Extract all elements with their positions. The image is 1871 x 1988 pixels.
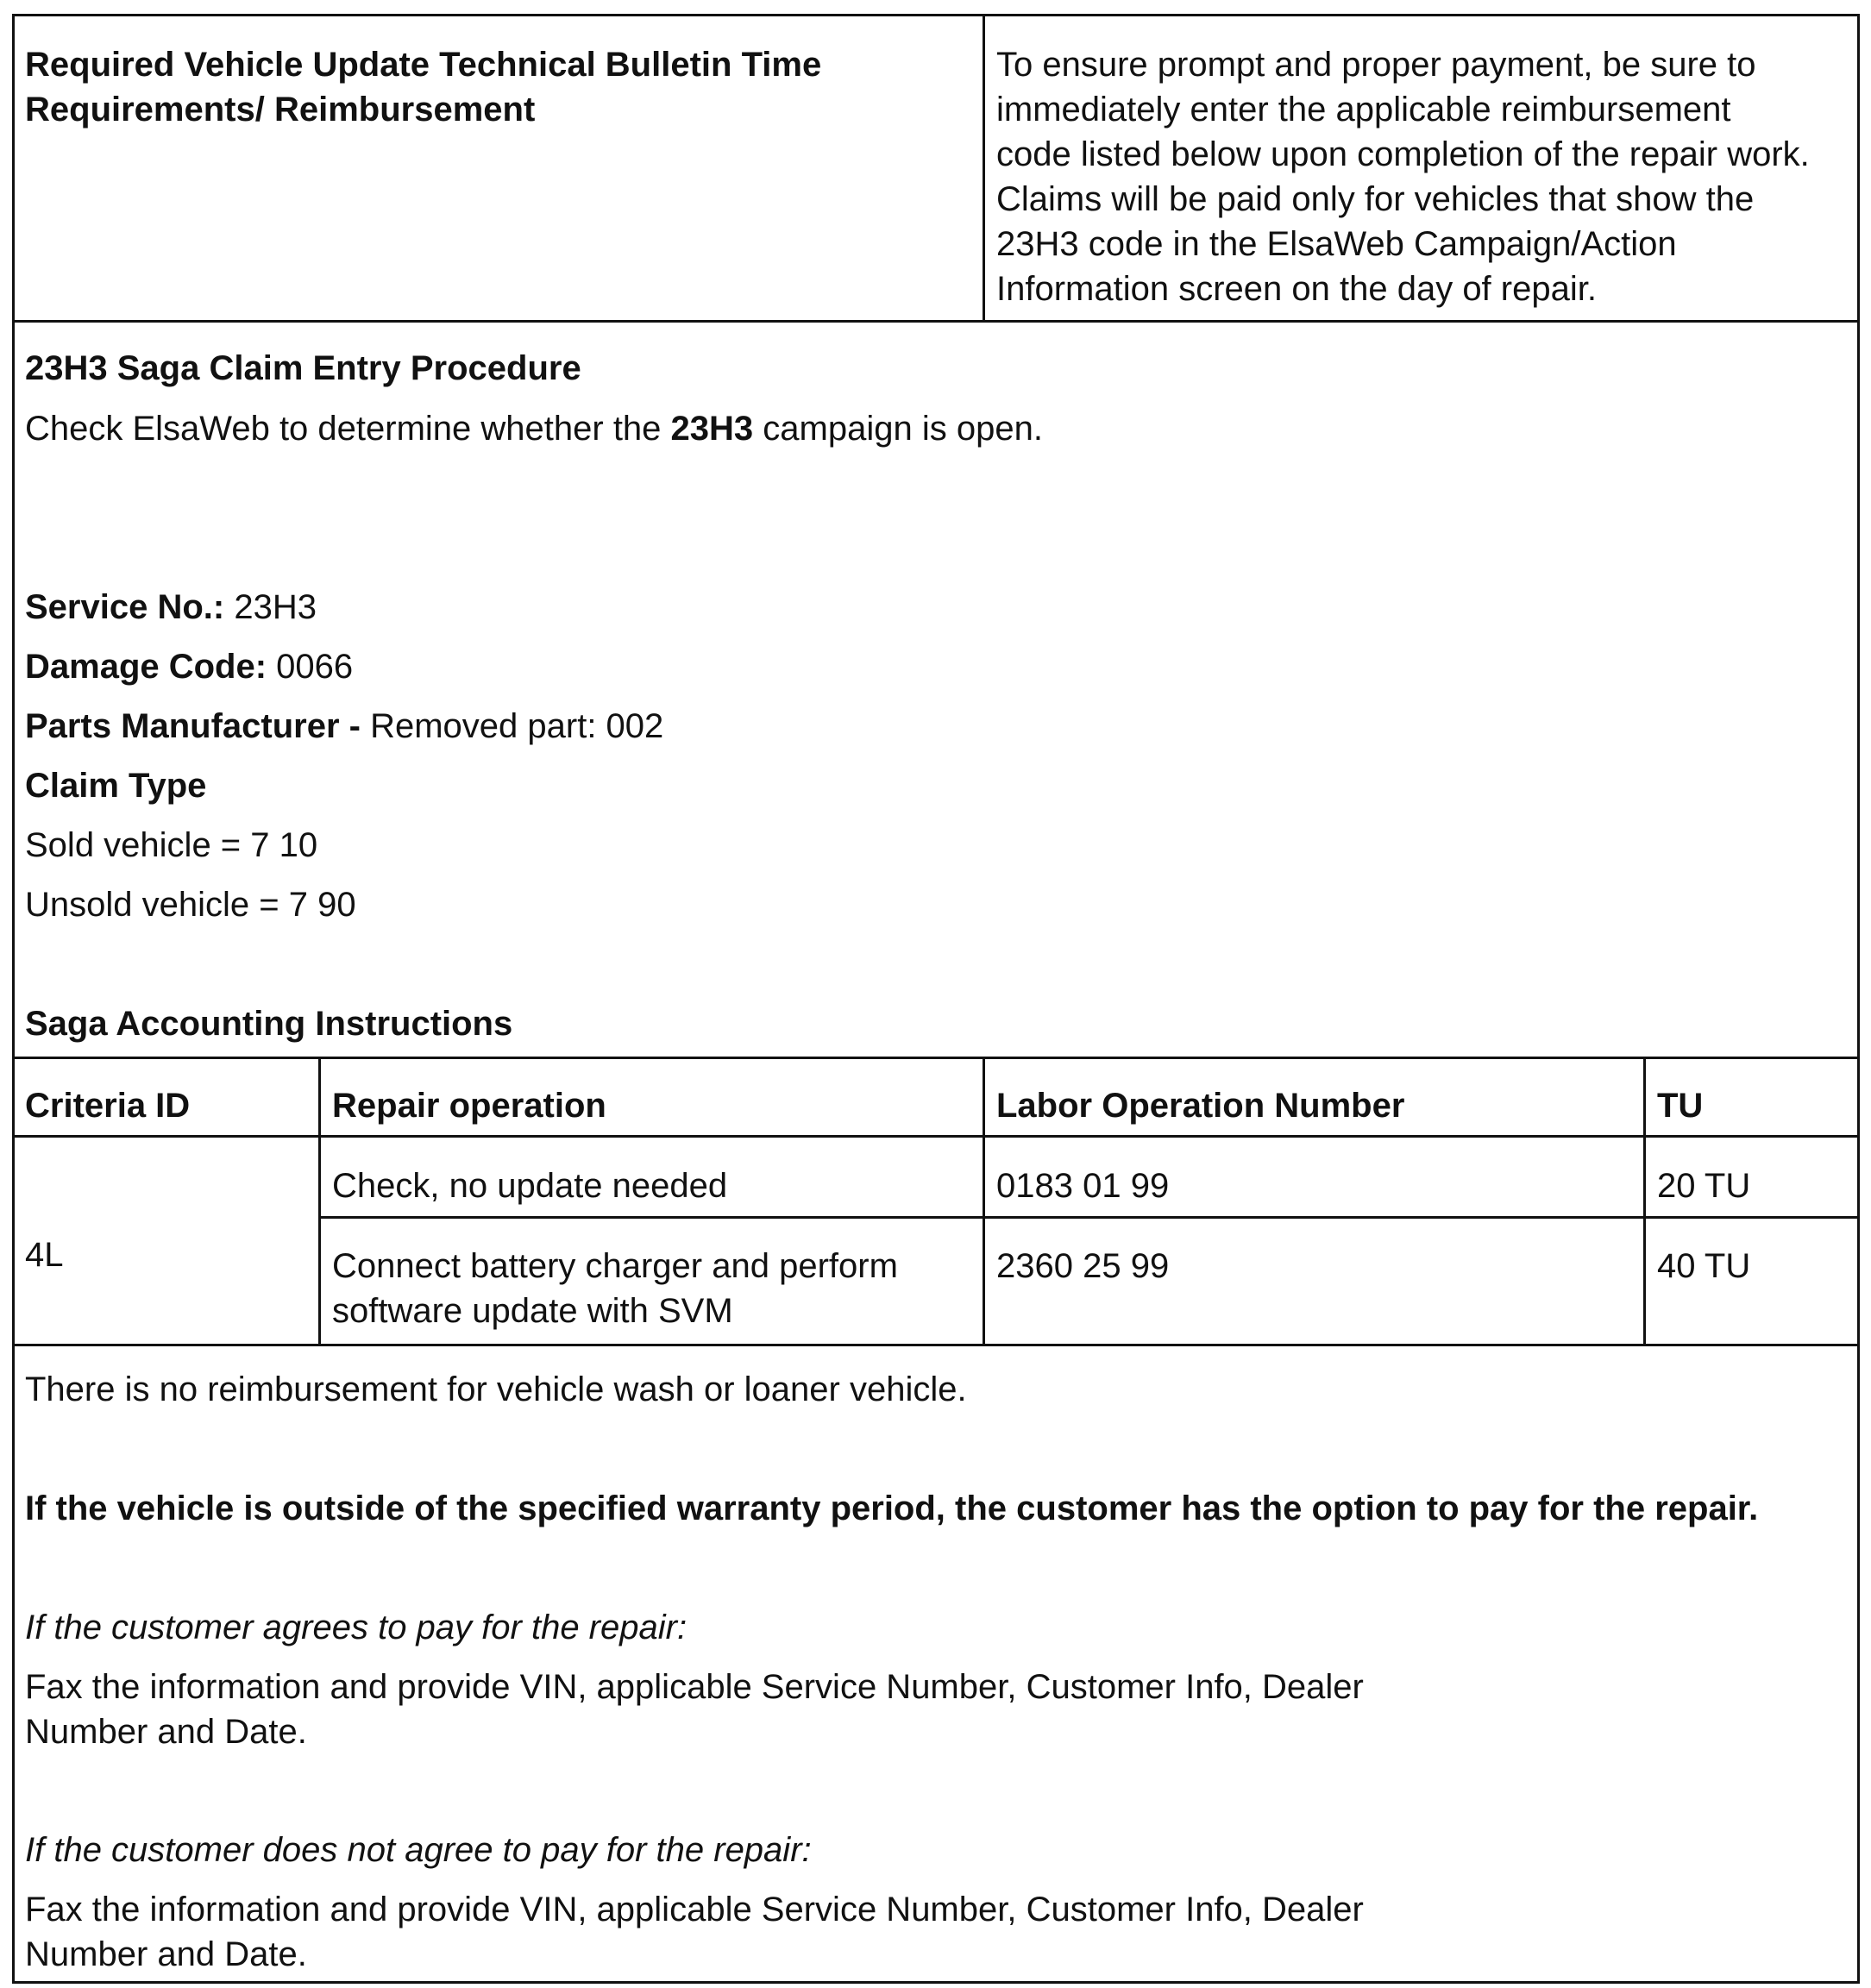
campaign-check-text (25, 406, 1043, 451)
warranty-note: If the vehicle is outside of the specified warranty period, the customer has the option to pay for the repair. (25, 1489, 1759, 1527)
payment-note-line: code listed below upon completion of the repair work. (996, 135, 1810, 173)
campaign-check-prefix: Check ElsaWeb to determine whether the (25, 410, 671, 448)
bulletin-title (25, 42, 974, 132)
table-header-criteria-id: Criteria ID (25, 1087, 191, 1125)
customer-agrees-heading: If the customer agrees to pay for the repair: (25, 1609, 687, 1646)
payment-note-line: Information screen on the day of repair. (996, 270, 1597, 308)
labor-operation-cell: 0183 01 99 (996, 1167, 1170, 1205)
service-number-label: Service No.: (25, 588, 225, 626)
damage-code-value: 0066 (267, 648, 354, 686)
tu-cell: 40 TU (1657, 1247, 1751, 1285)
service-number-value: 23H3 (224, 588, 317, 626)
tu-cell: 20 TU (1657, 1167, 1751, 1205)
labor-operation-cell: 2360 25 99 (996, 1247, 1170, 1285)
instruction-line: Number and Date. (25, 1935, 307, 1973)
campaign-code: 23H3 (670, 410, 754, 448)
instruction-line: Fax the information and provide VIN, applicable Service Number, Customer Info, Dealer (25, 1668, 1364, 1706)
payment-note-line: To ensure prompt and proper payment, be sure to (996, 46, 1756, 84)
no-reimbursement-note: There is no reimbursement for vehicle wash or loaner vehicle. (25, 1370, 967, 1408)
table-column-divider (1643, 1059, 1646, 1344)
accounting-table (15, 1057, 1857, 1346)
table-row-divider (318, 1216, 1857, 1219)
damage-code-label: Damage Code: (25, 648, 267, 686)
table-header-repair-operation: Repair operation (332, 1087, 606, 1125)
table-column-divider (318, 1059, 321, 1344)
claim-type-heading: Claim Type (25, 767, 207, 805)
repair-operation-line: Connect battery charger and perform (332, 1247, 898, 1285)
customer-disagrees-instructions (25, 1887, 1364, 1977)
table-header-tu: TU (1657, 1087, 1704, 1125)
parts-manufacturer-label: Parts Manufacturer - (25, 707, 361, 745)
parts-manufacturer (25, 704, 663, 749)
accounting-heading: Saga Accounting Instructions (25, 1005, 513, 1043)
bulletin-document (12, 14, 1860, 1984)
table-header-labor-operation: Labor Operation Number (996, 1087, 1405, 1125)
header-divider (983, 16, 985, 320)
repair-operation-cell (332, 1244, 898, 1333)
parts-manufacturer-value: Removed part: 002 (360, 707, 664, 745)
instruction-line: Fax the information and provide VIN, applicable Service Number, Customer Info, Dealer (25, 1891, 1364, 1928)
damage-code (25, 644, 353, 689)
payment-note-line: 23H3 code in the ElsaWeb Campaign/Action (996, 225, 1677, 263)
instruction-line: Number and Date. (25, 1713, 307, 1751)
criteria-id-cell: 4L (25, 1236, 64, 1274)
payment-note-line: Claims will be paid only for vehicles that show the (996, 180, 1755, 218)
customer-agrees-instructions (25, 1665, 1364, 1754)
bulletin-header-row (15, 16, 1857, 323)
customer-disagrees-heading: If the customer does not agree to pay for the repair: (25, 1831, 812, 1869)
unsold-vehicle-code: Unsold vehicle = 7 90 (25, 886, 356, 924)
procedure-heading: 23H3 Saga Claim Entry Procedure (25, 349, 581, 387)
payment-note-line: immediately enter the applicable reimbursement (996, 91, 1731, 129)
service-number (25, 585, 317, 630)
sold-vehicle-code: Sold vehicle = 7 10 (25, 826, 318, 864)
table-column-divider (983, 1059, 985, 1344)
bulletin-title-line-2: Requirements/ Reimbursement (25, 91, 536, 129)
campaign-check-suffix: campaign is open. (753, 410, 1043, 448)
table-header-divider (15, 1135, 1857, 1138)
bulletin-title-line-1: Required Vehicle Update Technical Bulletin Time (25, 46, 822, 84)
repair-operation-line: software update with SVM (332, 1292, 733, 1330)
repair-operation-cell: Check, no update needed (332, 1167, 728, 1205)
payment-note (996, 42, 1850, 311)
